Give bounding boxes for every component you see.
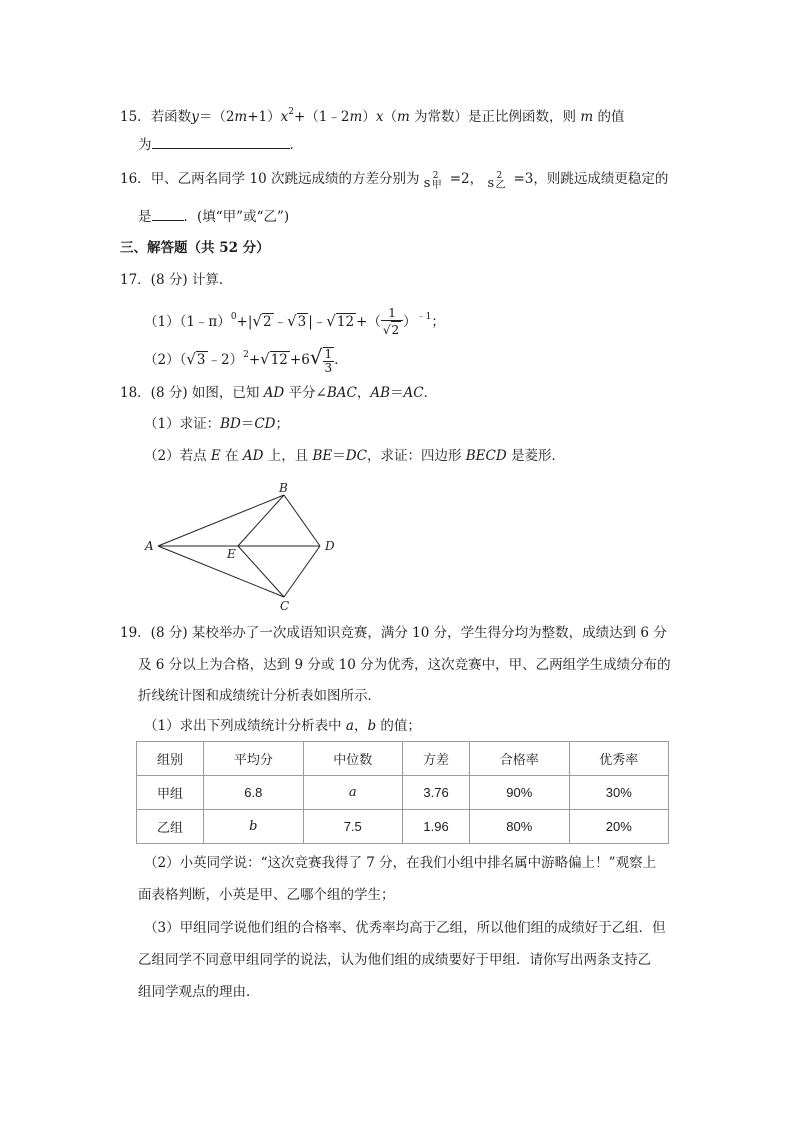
table-cell: 3.76 — [402, 776, 469, 810]
table-cell: 30% — [569, 776, 668, 810]
fraction-1-over-3: $\frac{1}{3}$ — [324, 346, 333, 375]
q18-part2: （2）若点 E 在 AD 上，且 BE＝DC，求证：四边形 BECD 是菱形． — [144, 448, 565, 464]
q19-part3-line1: （3）甲组同学说他们组的合格率、优秀率均高于乙组，所以他们组的成绩好于乙组．但 — [144, 920, 666, 936]
q15-answer-blank[interactable] — [152, 134, 290, 149]
label-a: A — [145, 539, 154, 553]
q16-line1: 16．甲、乙两名同学 10 次跳远成绩的方差分别为 s 2 甲 =2， s 2 乙 =3，则跳远成绩更稳定的 — [120, 170, 669, 191]
label-b: B — [279, 481, 288, 495]
section-title: 三、解答题（共 52 分） — [120, 240, 270, 256]
q19-line1: 19．(8 分) 某校举办了一次成语知识竞赛，满分 10 分，学生得分均为整数，成绩达到 6 分 — [120, 625, 667, 641]
score-analysis-table — [136, 741, 669, 844]
segment-cd — [284, 546, 320, 597]
fraction-1-over-root2: $\frac{1}{√2}$ — [381, 307, 403, 338]
table-cell: 20% — [569, 810, 668, 844]
table-header-cell: 中位数 — [303, 742, 402, 776]
table-cell: a — [303, 776, 402, 810]
q15-line1: 15．若函数$y=(2m+1)x^2+(1﹣2m)x(m$ 为常数）是正比例函数，则 m 的值 — [120, 107, 625, 125]
label-d: D — [325, 539, 335, 553]
table-header-row — [137, 742, 669, 776]
q19-part3-line3: 组同学观点的理由． — [138, 984, 260, 1000]
q17-head: 17．(8 分) 计算． — [120, 272, 233, 288]
q19-part2-line2: 面表格判断，小英是甲、乙哪个组的学生； — [138, 887, 395, 903]
q15-line2: 为 ． — [138, 134, 303, 155]
table-cell: 90% — [470, 776, 569, 810]
table-cell: 乙组 — [137, 810, 204, 844]
q19-line2: 及 6 分以上为合格，达到 9 分或 10 分为优秀，这次竞赛中，甲、乙两组学生成绩分布的 — [138, 657, 671, 673]
table-cell: 80% — [470, 810, 569, 844]
q17-part1: （1）（1﹣π）$^0$+|√2 ﹣√3 |﹣√12 +（ $\frac{1}{√2}$ ）$^{﹣1}$； — [144, 306, 445, 337]
segment-be — [238, 495, 284, 546]
q17-part2: （2）（√3 ﹣2）$^2$+√12 +6√ $\frac{1}{3}$ ． — [144, 345, 348, 375]
table-header-cell: 组别 — [137, 742, 204, 776]
q16-line2: 是 ．(填“甲”或“乙”) — [138, 206, 289, 227]
variance-yi: s 2 乙 — [487, 170, 506, 191]
geometry-figure — [130, 475, 360, 615]
label-e: E — [227, 547, 236, 561]
q18-head: 18．(8 分) 如图，已知 AD 平分∠BAC，AB＝AC． — [120, 385, 438, 401]
table-row — [137, 810, 669, 844]
table-header-cell: 优秀率 — [569, 742, 668, 776]
q19-part3-line2: 乙组同学不同意甲组同学的说法，认为他们组的成绩要好于甲组．请你写出两条支持乙 — [138, 952, 651, 968]
q19-part1: （1）求出下列成绩统计分析表中 a，b 的值； — [144, 718, 421, 734]
q16-answer-blank[interactable] — [152, 206, 184, 221]
segment-ac — [158, 546, 284, 597]
table-cell: 6.8 — [204, 776, 303, 810]
table-header-cell: 方差 — [402, 742, 469, 776]
variance-jia: s 2 甲 — [423, 170, 442, 191]
table-cell: 7.5 — [303, 810, 402, 844]
segment-ab — [158, 495, 284, 546]
table-header-cell: 平均分 — [204, 742, 303, 776]
label-c: C — [280, 599, 290, 613]
q18-part1: （1）求证：BD＝CD； — [144, 416, 289, 432]
segment-ce — [238, 546, 284, 597]
q19-line3: 折线统计图和成绩统计分析表如图所示． — [138, 688, 381, 704]
table-header-cell: 合格率 — [470, 742, 569, 776]
table-cell: 甲组 — [137, 776, 204, 810]
table-cell: b — [204, 810, 303, 844]
table-cell: 1.96 — [402, 810, 469, 844]
segment-bd — [284, 495, 320, 546]
table-row — [137, 776, 669, 810]
q19-part2-line1: （2）小英同学说：“这次竞赛我得了 7 分，在我们小组中排名属中游略偏上！”观察上 — [144, 855, 657, 871]
